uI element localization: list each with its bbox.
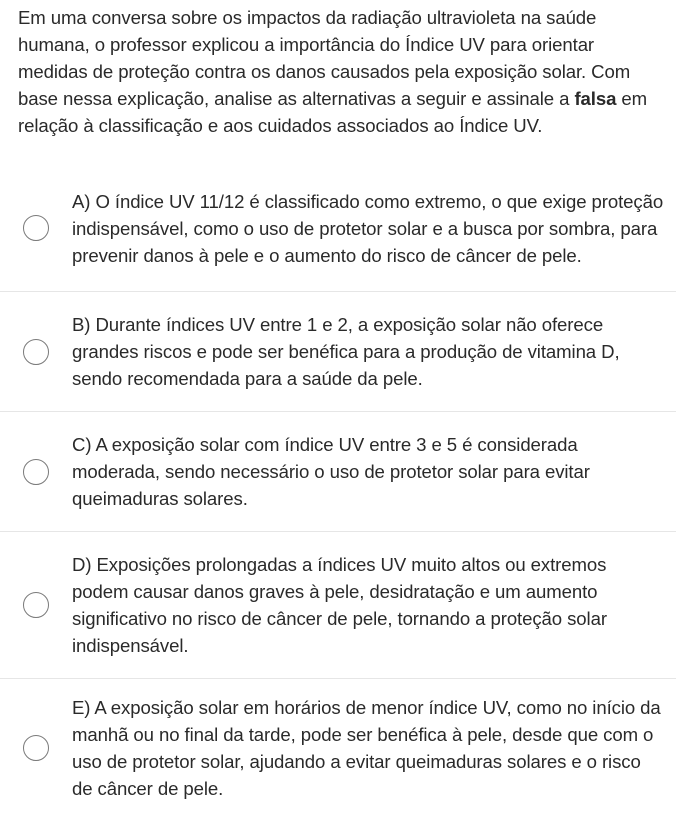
option-e[interactable] (0, 679, 676, 816)
radio-button-icon[interactable] (23, 339, 49, 365)
radio-button-icon[interactable] (23, 592, 49, 618)
option-d-text: D) Exposições prolongadas a índices UV muito altos ou extremos podem causar danos graves à pele, desidratação e um aumento significativo no risco de câncer de pele, tornando a proteção solar indispensável. (72, 554, 607, 656)
option-c-text: C) A exposição solar com índice UV entre 3 e 5 é considerada moderada, sendo necessário o uso de protetor solar para evitar queimaduras solares. (72, 434, 590, 509)
question-text-end: em relação à classificação e aos cuidados associados ao Índice UV. (18, 88, 648, 136)
option-d[interactable] (0, 532, 676, 679)
option-b[interactable] (0, 292, 676, 412)
question-text: Em uma conversa sobre os impactos da radiação ultravioleta na saúde humana, o professor explicou a importância do Índice UV para orientar medidas de proteção contra os danos causados pela exposição solar. Com base nessa explicação, analise as alternativas a seguir e assinale a (18, 7, 631, 109)
radio-button-icon[interactable] (23, 735, 49, 761)
question-statement (0, 0, 676, 139)
radio-button-icon[interactable] (23, 459, 49, 485)
option-e-text: E) A exposição solar em horários de menor índice UV, como no início da manhã ou no final da tarde, pode ser benéfica à pele, desde que com o uso de protetor solar, ajudando a evitar queimaduras solares e o risco de câncer de pele. (72, 696, 661, 799)
option-a[interactable] (0, 165, 676, 292)
option-b-text: B) Durante índices UV entre 1 e 2, a exposição solar não oferece grandes riscos e pode ser benéfica para a produção de vitamina D, sendo recomendada para a saúde da pele. (72, 314, 620, 389)
option-a-text: A) O índice UV 11/12 é classificado como extremo, o que exige proteção indispensável, como o uso de protetor solar e a busca por sombra, para prevenir danos à pele e o aumento do risco de câncer de pele. (72, 190, 664, 266)
answer-options (0, 165, 676, 816)
option-c[interactable] (0, 412, 676, 532)
question-bold-word: falsa (574, 88, 617, 109)
radio-button-icon[interactable] (23, 215, 49, 241)
